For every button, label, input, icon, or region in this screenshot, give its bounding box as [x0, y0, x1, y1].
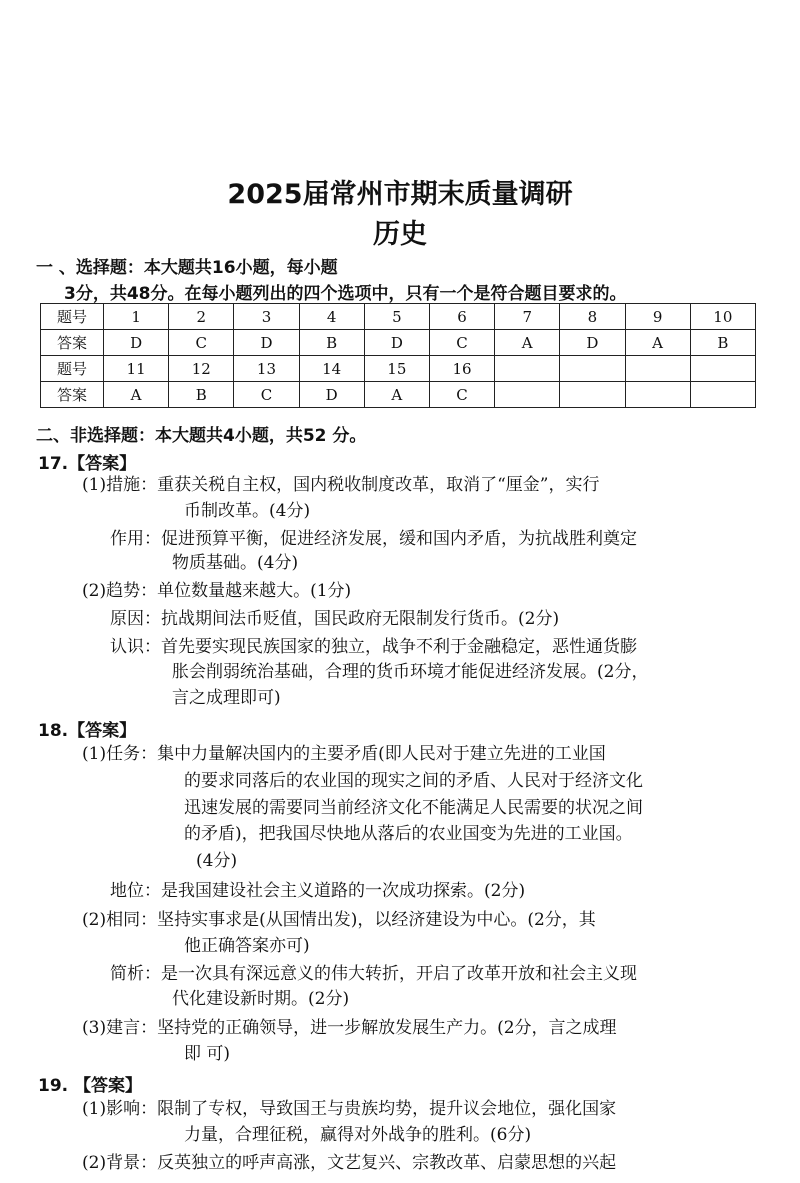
q18-line: 的要求同落后的农业国的现实之间的矛盾、人民对于经济文化: [184, 771, 643, 791]
q18-line: (1)任务：集中力量解决国内的主要矛盾(即人民对于建立先进的工业国: [82, 744, 606, 764]
table-cell: 7: [495, 304, 560, 330]
table-row: [41, 304, 756, 330]
table-cell: 9: [625, 304, 690, 330]
table-cell: 11: [104, 356, 169, 382]
table-row: [41, 382, 756, 408]
q19-line: 力量，合理征税，赢得对外战争的胜利。(6分): [184, 1125, 532, 1145]
row-label: 题号: [41, 304, 104, 330]
table-cell: 8: [560, 304, 625, 330]
section2-heading: 二、非选择题：本大题共4小题，共52 分。: [36, 426, 367, 446]
q18-line: (4分): [196, 851, 238, 871]
row-label: 题号: [41, 356, 104, 382]
table-cell: B: [169, 382, 234, 408]
table-cell: A: [364, 382, 429, 408]
q17-heading: 17.【答案】: [38, 454, 137, 474]
table-cell: D: [234, 330, 299, 356]
q19-line: (1)影响：限制了专权，导致国王与贵族均势，提升议会地位，强化国家: [82, 1099, 617, 1119]
q17-line: 作用：促进预算平衡，促进经济发展，缓和国内矛盾，为抗战胜利奠定: [110, 529, 637, 549]
table-cell: 6: [429, 304, 494, 330]
table-cell: 4: [299, 304, 364, 330]
table-cell: D: [364, 330, 429, 356]
table-cell: A: [495, 330, 560, 356]
subject-title: 历史: [373, 219, 427, 250]
table-cell: [495, 356, 560, 382]
table-cell: 5: [364, 304, 429, 330]
answer-table: [40, 303, 756, 408]
table-cell: 14: [299, 356, 364, 382]
table-cell: 16: [429, 356, 494, 382]
table-row: [41, 356, 756, 382]
table-cell: D: [104, 330, 169, 356]
table-cell: C: [429, 382, 494, 408]
table-cell: 3: [234, 304, 299, 330]
q18-line: (3)建言：坚持党的正确领导，进一步解放发展生产力。(2分，言之成理: [82, 1018, 617, 1038]
table-cell: B: [299, 330, 364, 356]
q19-line: (2)背景：反英独立的呼声高涨，文艺复兴、宗教改革、启蒙思想的兴起: [82, 1153, 617, 1173]
table-cell: [625, 382, 690, 408]
q17-line: 言之成理即可): [172, 688, 281, 708]
q18-line: 的矛盾)，把我国尽快地从落后的农业国变为先进的工业国。: [184, 824, 633, 844]
table-cell: [690, 356, 755, 382]
table-cell: C: [169, 330, 234, 356]
table-cell: 10: [690, 304, 755, 330]
section1-heading: 一 、选择题：本大题共16小题，每小题: [36, 258, 338, 278]
table-cell: [560, 356, 625, 382]
q18-line: (2)相同：坚持实事求是(从国情出发)，以经济建设为中心。(2分，其: [82, 910, 596, 930]
q18-line: 迅速发展的需要同当前经济文化不能满足人民需要的状况之间: [184, 798, 643, 818]
q18-heading: 18.【答案】: [38, 721, 137, 741]
section1-instructions: 3分，共48分。在每小题列出的四个选项中，只有一个是符合题目要求的。: [64, 284, 627, 304]
table-cell: [690, 382, 755, 408]
table-cell: A: [104, 382, 169, 408]
q17-line: 物质基础。(4分): [172, 553, 299, 573]
q17-line: (2)趋势：单位数量越来越大。(1分): [82, 581, 352, 601]
q18-line: 代化建设新时期。(2分): [172, 989, 350, 1009]
table-cell: 15: [364, 356, 429, 382]
table-cell: A: [625, 330, 690, 356]
table-cell: [625, 356, 690, 382]
row-label: 答案: [41, 330, 104, 356]
table-cell: [495, 382, 560, 408]
table-cell: 13: [234, 356, 299, 382]
table-cell: D: [560, 330, 625, 356]
q18-line: 地位：是我国建设社会主义道路的一次成功探索。(2分): [110, 881, 526, 901]
q18-line: 他正确答案亦可): [184, 936, 310, 956]
table-cell: 1: [104, 304, 169, 330]
table-cell: 2: [169, 304, 234, 330]
document-title: 2025届常州市期末质量调研: [227, 179, 573, 210]
q19-heading: 19. 【答案】: [38, 1076, 143, 1096]
q18-line: 即 可): [184, 1044, 231, 1064]
q17-line: (1)措施：重获关税自主权，国内税收制度改革，取消了“厘金”，实行: [82, 475, 600, 495]
q17-line: 认识：首先要实现民族国家的独立，战争不利于金融稳定，恶性通货膨: [110, 637, 637, 657]
table-cell: D: [299, 382, 364, 408]
table-row: [41, 330, 756, 356]
table-cell: 12: [169, 356, 234, 382]
q18-line: 简析：是一次具有深远意义的伟大转折，开启了改革开放和社会主义现: [110, 964, 637, 984]
table-cell: B: [690, 330, 755, 356]
q17-line: 原因：抗战期间法币贬值，国民政府无限制发行货币。(2分): [110, 609, 560, 629]
table-cell: C: [429, 330, 494, 356]
table-cell: C: [234, 382, 299, 408]
q17-line: 胀会削弱统治基础，合理的货币环境才能促进经济发展。(2分，: [172, 662, 649, 682]
row-label: 答案: [41, 382, 104, 408]
q17-line: 币制改革。(4分): [184, 501, 311, 521]
table-cell: [560, 382, 625, 408]
